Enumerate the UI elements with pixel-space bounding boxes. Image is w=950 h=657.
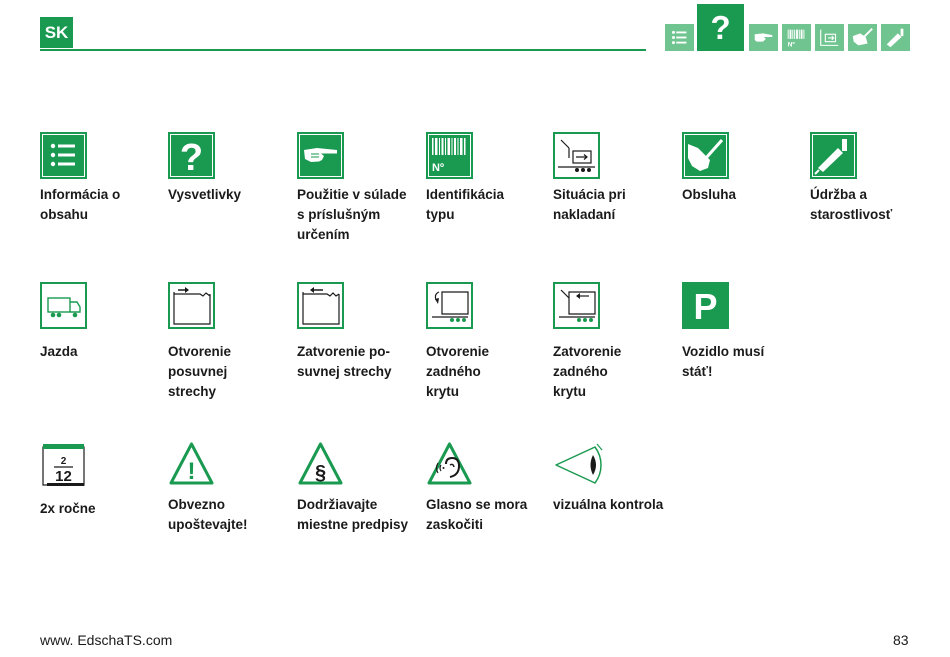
list-icon — [40, 132, 87, 179]
loading-situation-icon — [553, 132, 600, 179]
svg-text:2: 2 — [60, 456, 67, 467]
nav-maintenance-icon[interactable] — [881, 24, 910, 51]
label-obvezno: Obvezno upoštevajte! — [168, 497, 248, 532]
header-nav-icons — [0, 0, 950, 60]
warning-icon — [168, 441, 215, 486]
maintenance-brush-icon — [810, 132, 857, 179]
label-glasno: Glasno se mora zaskočiti — [426, 497, 528, 532]
label-2x-rocne: 2x ročne — [40, 501, 96, 516]
nav-question-mark-icon[interactable] — [697, 4, 744, 51]
svg-text:12: 12 — [55, 468, 72, 485]
svg-text:Nº: Nº — [787, 41, 795, 49]
label-pouzitie: Použitie v súlade s príslušným určením — [297, 187, 407, 242]
paragraph-icon — [297, 441, 344, 486]
rear-cover-close-icon — [553, 282, 600, 329]
nav-pointing-hand-icon[interactable] — [749, 24, 778, 51]
svg-text:Nº: Nº — [432, 162, 444, 174]
language-badge: SK — [40, 17, 73, 48]
rear-cover-open-icon — [426, 282, 473, 329]
label-identifikacia: Identifikácia typu — [426, 187, 505, 222]
svg-text:?: ? — [179, 137, 204, 177]
label-obsluha: Obsluha — [682, 187, 737, 202]
label-jazda: Jazda — [40, 344, 78, 359]
footer-website: www. EdschaTS.com — [40, 632, 173, 648]
label-zatvorenie-strechy: Zatvorenie po- suvnej strechy — [297, 344, 392, 379]
label-obsah: Informácia o obsahu — [40, 187, 121, 222]
nav-barcode-icon[interactable] — [782, 24, 811, 51]
label-vizualna-kontrola: vizuálna kontrola — [553, 497, 664, 512]
hearing-icon — [426, 441, 473, 486]
nav-list-icon[interactable] — [665, 24, 694, 51]
page-number: 83 — [893, 632, 909, 648]
svg-text:P: P — [693, 286, 718, 327]
svg-text:!: ! — [187, 458, 196, 485]
label-nakladanie: Situácia pri nakladaní — [553, 187, 626, 222]
label-otvorenie-krytu: Otvorenie zadného krytu — [426, 344, 490, 399]
label-predpisy: Dodržiavajte miestne predpisy — [297, 497, 409, 532]
truck-driving-icon — [40, 282, 87, 329]
parking-icon — [682, 282, 729, 329]
nav-loading-icon[interactable] — [815, 24, 844, 51]
operating-hand-icon — [682, 132, 729, 179]
label-vysvetlivky: Vysvetlivky — [168, 187, 242, 202]
sliding-roof-open-icon — [168, 282, 215, 329]
pointing-hand-icon — [297, 132, 344, 179]
calendar-icon — [40, 441, 87, 488]
eye-icon — [553, 441, 609, 487]
sliding-roof-close-icon — [297, 282, 344, 329]
question-mark-icon — [168, 132, 215, 179]
label-zatvorenie-krytu: Zatvorenie zadného krytu — [553, 344, 622, 399]
label-udrzba: Údržba a starostlivosť — [810, 187, 893, 222]
label-otvorenie-strechy: Otvorenie posuvnej strechy — [168, 344, 232, 399]
barcode-number-icon — [426, 132, 473, 179]
label-vozidlo-stat: Vozidlo musí stáť! — [682, 344, 765, 379]
svg-text:§: § — [314, 462, 327, 484]
svg-text:?: ? — [710, 8, 731, 46]
nav-operating-hand-icon[interactable] — [848, 24, 877, 51]
